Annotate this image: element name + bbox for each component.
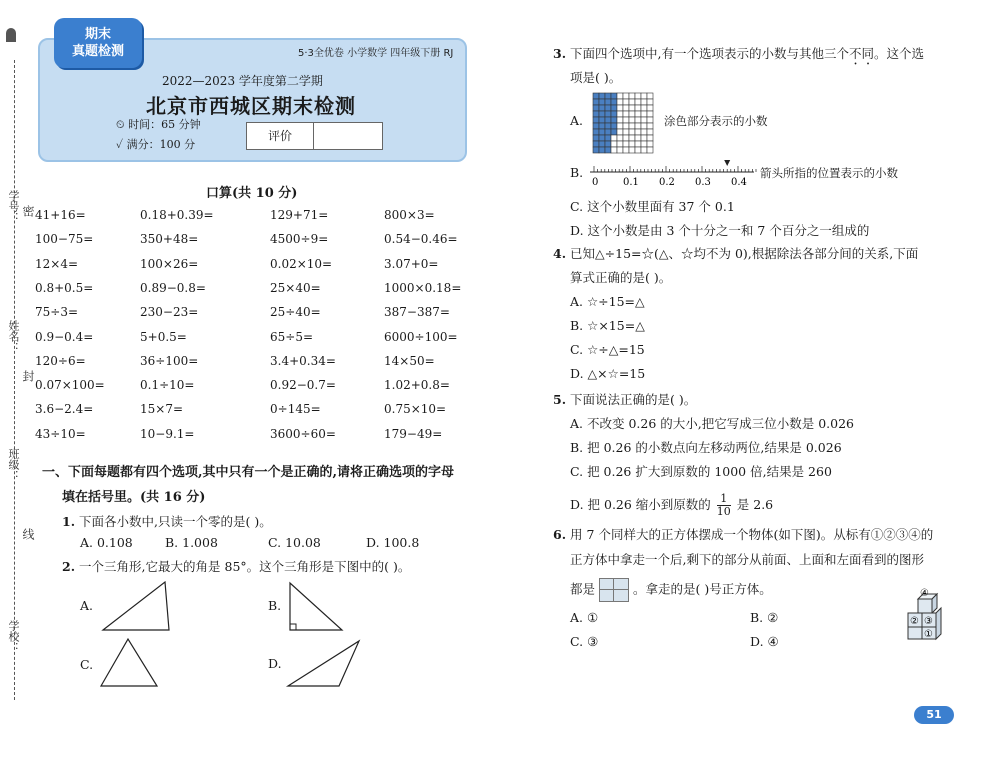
- grid-cell: [611, 117, 617, 123]
- grid-cell: [617, 141, 623, 147]
- q6-line3-a: 都是: [570, 581, 596, 597]
- mental-item: 0.07×100=: [35, 378, 105, 393]
- school-label: 学校：: [7, 620, 20, 653]
- cube-label-2: ②: [910, 616, 919, 627]
- q3-number: 3.: [553, 46, 567, 61]
- series-tag: 5·3全优卷 小学数学 四年级下册 RJ: [298, 48, 454, 59]
- clock-icon: ⏲: [116, 118, 125, 131]
- q6-option-c: C. ③: [570, 634, 599, 649]
- q2-text: 一个三角形,它最大的角是 85°。这个三角形是下图中的( )。: [79, 559, 411, 574]
- q3-option-a-label: A.: [570, 113, 584, 128]
- grid-cell: [617, 99, 623, 105]
- q3-option-b-text: 箭头所指的位置表示的小数: [760, 166, 898, 180]
- q6-option-a: A. ①: [570, 610, 599, 625]
- q6-line3: [570, 578, 772, 602]
- q1-option-c: C. 10.08: [268, 535, 321, 550]
- q2-option-a-label: A.: [80, 598, 94, 613]
- number-line-label: 0: [592, 177, 599, 188]
- grid-cell: [605, 135, 611, 141]
- grid-cell: [617, 111, 623, 117]
- q1-option-b: B. 1.008: [165, 535, 218, 550]
- grid-cell: [617, 117, 623, 123]
- q2-option-c-label: C.: [80, 657, 94, 672]
- mental-item: 100−75=: [35, 232, 94, 247]
- q5-option-d: [570, 493, 773, 518]
- view-shape-icon: [599, 578, 629, 602]
- grid-cell: [605, 141, 611, 147]
- q5-option-d-b: 是 2.6: [736, 497, 774, 512]
- grid-cell: [647, 93, 653, 99]
- q4-stem: [553, 244, 918, 262]
- grid-cell: [593, 111, 599, 117]
- q6-line2: 正方体中拿走一个后,剩下的部分从前面、上面和左面看到的图形: [570, 552, 924, 567]
- grid-cell: [635, 129, 641, 135]
- grid-cell: [647, 117, 653, 123]
- number-line-label: 0.3: [695, 177, 711, 188]
- check-icon: ✓: [116, 138, 124, 151]
- q4-option-d: D. △×☆=15: [570, 366, 646, 381]
- grid-cell: [629, 105, 635, 111]
- arrow-indicator: [724, 160, 730, 166]
- grid-cell: [635, 135, 641, 141]
- grid-cell: [629, 111, 635, 117]
- q3-stem: [553, 44, 924, 68]
- cube-figure: [904, 585, 954, 641]
- mental-item: 25×40=: [270, 280, 321, 295]
- q2-option-d-label: D.: [268, 656, 282, 671]
- grid-cell: [629, 123, 635, 129]
- q3-option-b-label: B.: [570, 165, 584, 180]
- cut-mark-2: 封: [21, 370, 35, 382]
- grid-cell: [629, 129, 635, 135]
- grid-cell: [641, 99, 647, 105]
- grid-cell: [599, 135, 605, 141]
- grid-cell: [623, 123, 629, 129]
- grid-cell: [623, 105, 629, 111]
- number-line: [588, 160, 758, 188]
- grid-cell: [647, 147, 653, 153]
- grid-cell: [605, 129, 611, 135]
- q6-line3-b: 。拿走的是( )号正方体。: [632, 581, 772, 597]
- grid-cell: [593, 135, 599, 141]
- grid-cell: [647, 135, 653, 141]
- cube-bottom-left: [908, 627, 922, 639]
- mental-item: 350+48=: [140, 232, 199, 247]
- mental-item: 14×50=: [384, 353, 435, 368]
- student-id-label: 学号：: [7, 190, 20, 223]
- grid-cell: [599, 123, 605, 129]
- mental-item: 10−9.1=: [140, 426, 195, 441]
- grid-cell: [647, 129, 653, 135]
- q4-option-c: C. ☆÷△=15: [570, 342, 645, 357]
- grid-cell: [629, 117, 635, 123]
- grid-cell: [617, 123, 623, 129]
- mental-item: 179−49=: [384, 426, 443, 441]
- mental-item: 387−387=: [384, 305, 450, 320]
- grid-cell: [599, 111, 605, 117]
- grid-cell: [593, 123, 599, 129]
- grid-cell: [629, 93, 635, 99]
- grid-cell: [599, 93, 605, 99]
- q4-line2: 算式正确的是( )。: [570, 270, 672, 285]
- q4-option-a: A. ☆÷15=△: [570, 294, 645, 309]
- q6-number: 6.: [553, 527, 567, 542]
- mental-item: 0÷145=: [270, 402, 321, 417]
- grid-cell: [647, 111, 653, 117]
- mental-item: 0.54−0.46=: [384, 232, 458, 247]
- grid-cell: [641, 105, 647, 111]
- mental-item: 0.1÷10=: [140, 378, 195, 393]
- mental-item: 65÷5=: [270, 329, 314, 344]
- grid-cell: [593, 93, 599, 99]
- mental-item: 6000÷100=: [384, 329, 458, 344]
- time-text: 时间：65 分钟: [128, 118, 201, 131]
- grid-cell: [617, 93, 623, 99]
- q6-option-d: D. ④: [750, 634, 779, 649]
- grid-cell: [605, 117, 611, 123]
- cube-label-4: ④: [920, 588, 929, 599]
- mental-item: 25÷40=: [270, 305, 321, 320]
- badge-line2: 真题检测: [71, 44, 124, 59]
- mental-item: 43÷10=: [35, 426, 86, 441]
- q5-option-d-a: D. 把 0.26 缩小到原数的: [570, 497, 711, 512]
- grid-cell: [605, 123, 611, 129]
- q5-text: 下面说法正确的是( )。: [570, 392, 697, 407]
- grid-cell: [641, 129, 647, 135]
- grid-cell: [593, 129, 599, 135]
- grid-cell: [623, 147, 629, 153]
- mental-item: 3600÷60=: [270, 426, 336, 441]
- grid-cell: [635, 123, 641, 129]
- q5-stem: [553, 390, 696, 408]
- mental-item: 75÷3=: [35, 305, 79, 320]
- mental-item: 230−23=: [140, 305, 199, 320]
- grid-cell: [599, 147, 605, 153]
- grid-cell: [617, 147, 623, 153]
- cube-4: [918, 599, 932, 613]
- mental-item: 0.89−0.8=: [140, 280, 206, 295]
- fraction-denominator: 10: [716, 505, 731, 518]
- grid-cell: [617, 105, 623, 111]
- grid-cell: [647, 141, 653, 147]
- grid-cell: [647, 123, 653, 129]
- q2-option-b-label: B.: [268, 598, 282, 613]
- grid-cell: [593, 105, 599, 111]
- grid-cell: [641, 111, 647, 117]
- grid-cell: [593, 141, 599, 147]
- grid-cell: [611, 147, 617, 153]
- grid-cell: [635, 117, 641, 123]
- grid-cell: [641, 141, 647, 147]
- q3-text-a: 下面四个选项中,有一个选项表示的小数与其他三个: [570, 46, 850, 61]
- grid-cell: [623, 117, 629, 123]
- grid-cell: [599, 99, 605, 105]
- mental-item: 120÷6=: [35, 353, 86, 368]
- q1-option-a: A. 0.108: [80, 535, 133, 550]
- grid-cell: [623, 141, 629, 147]
- q1-number: 1.: [62, 514, 76, 529]
- q4-option-b: B. ☆×15=△: [570, 318, 645, 333]
- mental-item: 1.02+0.8=: [384, 378, 450, 393]
- mental-item: 0.75×10=: [384, 402, 447, 417]
- grid-cell: [641, 93, 647, 99]
- student-name-label: 姓名：: [7, 320, 20, 353]
- mental-item: 4500÷9=: [270, 232, 329, 247]
- q1-option-d: D. 100.8: [366, 535, 420, 550]
- mental-item: 3.6−2.4=: [35, 402, 94, 417]
- q4-number: 4.: [553, 246, 567, 261]
- number-line-label: 0.1: [623, 177, 639, 188]
- grid-cell: [635, 111, 641, 117]
- grid-cell: [605, 93, 611, 99]
- mental-item: 36÷100=: [140, 353, 199, 368]
- mental-item: 1000×0.18=: [384, 280, 462, 295]
- grid-cell: [611, 105, 617, 111]
- page-number: 51: [914, 706, 954, 724]
- mental-item: 0.02×10=: [270, 256, 333, 271]
- q6-line1: 用 7 个同样大的正方体摆成一个物体(如下图)。从标有①②③④的: [570, 527, 934, 542]
- number-line-label: 0.2: [659, 177, 675, 188]
- grid-cell: [611, 141, 617, 147]
- grid-cell: [647, 105, 653, 111]
- q5-number: 5.: [553, 392, 567, 407]
- grid-cell: [599, 141, 605, 147]
- grid-cell: [635, 141, 641, 147]
- q3-option-a-text: 涂色部分表示的小数: [664, 114, 768, 128]
- grid-cell: [635, 99, 641, 105]
- grid-cell: [647, 99, 653, 105]
- grid-cell: [629, 135, 635, 141]
- grid-cell: [629, 147, 635, 153]
- exam-title: 北京市西城区期末检测: [146, 94, 356, 118]
- grid-cell: [635, 93, 641, 99]
- mental-item: 3.4+0.34=: [270, 353, 336, 368]
- mental-item: 5+0.5=: [140, 329, 187, 344]
- grid-cell: [623, 99, 629, 105]
- q3-emphasis: 不同: [849, 46, 875, 61]
- q3-text-b: 。这个选: [874, 46, 925, 61]
- grid-cell: [617, 129, 623, 135]
- grid-cell: [629, 99, 635, 105]
- grid-cell: [593, 99, 599, 105]
- q3-stem-line2: 项是( )。: [570, 70, 622, 85]
- grid-cell: [605, 99, 611, 105]
- grid-cell: [599, 129, 605, 135]
- mental-item: 0.92−0.7=: [270, 378, 336, 393]
- cut-mark-3: 线: [21, 528, 35, 540]
- grid-cell: [623, 129, 629, 135]
- mental-item: 3.07+0=: [384, 256, 439, 271]
- grid-cell: [593, 117, 599, 123]
- q6-stem: [553, 525, 933, 543]
- grid-cell: [623, 111, 629, 117]
- grid-cell: [611, 99, 617, 105]
- cube-label-1: ①: [924, 629, 933, 640]
- score-text: 满分：100 分: [126, 138, 196, 151]
- grid-cell: [599, 105, 605, 111]
- number-line-label: 0.4: [731, 177, 747, 188]
- grid-cell: [611, 129, 617, 135]
- mental-item: 129+71=: [270, 208, 329, 222]
- cube-right-side: [936, 608, 941, 639]
- school-year: 2022—2023 学年度第二学期: [162, 74, 323, 88]
- mental-item: 0.8+0.5=: [35, 280, 94, 295]
- q5-option-c: C. 把 0.26 扩大到原数的 1000 倍,结果是 260: [570, 464, 832, 479]
- mental-math-heading: 口算(共 10 分): [206, 186, 298, 201]
- grid-cell: [599, 117, 605, 123]
- mental-item: 12×4=: [35, 256, 79, 271]
- grid-cell: [617, 135, 623, 141]
- evaluation-label: 评价: [247, 123, 314, 149]
- mental-item: 0.18+0.39=: [140, 208, 214, 222]
- q2-number: 2.: [62, 559, 76, 574]
- grid-cell: [641, 117, 647, 123]
- hundred-grid: [592, 92, 654, 154]
- q3-option-d: D. 这个小数是由 3 个十分之一和 7 个百分之一组成的: [570, 223, 870, 238]
- grid-cell: [611, 93, 617, 99]
- grid-cell: [641, 123, 647, 129]
- grid-cell: [641, 135, 647, 141]
- section1-heading-line2: 填在括号里。(共 16 分): [62, 490, 206, 505]
- grid-cell: [593, 147, 599, 153]
- badge-line1: 期末: [84, 27, 111, 42]
- grid-cell: [605, 105, 611, 111]
- grid-cell: [605, 147, 611, 153]
- grid-cell: [623, 93, 629, 99]
- cut-mark-1: 密: [21, 205, 35, 217]
- cube-label-3: ③: [924, 616, 933, 627]
- mental-item: 800×3=: [384, 208, 435, 222]
- mental-item: 0.9−0.4=: [35, 329, 94, 344]
- class-label: 班级：: [7, 448, 20, 481]
- q4-line1: 已知△÷15=☆(△、☆均不为 0),根据除法各部分间的关系,下面: [570, 246, 919, 261]
- q5-option-b: B. 把 0.26 的小数点向左移动两位,结果是 0.026: [570, 440, 842, 455]
- grid-cell: [611, 135, 617, 141]
- fraction-numerator: 1: [717, 493, 731, 506]
- mental-item: 41+16=: [35, 208, 86, 222]
- grid-cell: [623, 135, 629, 141]
- fraction: [717, 493, 731, 518]
- grid-cell: [635, 147, 641, 153]
- grid-cell: [635, 105, 641, 111]
- grid-cell: [629, 141, 635, 147]
- grid-cell: [605, 111, 611, 117]
- grid-cell: [641, 147, 647, 153]
- mental-item: 15×7=: [140, 402, 184, 417]
- section1-heading-line1: 一、下面每题都有四个选项,其中只有一个是正确的,请将正确选项的字母: [42, 465, 455, 480]
- q6-option-b: B. ②: [750, 610, 779, 625]
- mental-item: 100×26=: [140, 256, 199, 271]
- q3-option-c: C. 这个小数里面有 37 个 0.1: [570, 199, 735, 214]
- grid-cell: [611, 123, 617, 129]
- q5-option-a: A. 不改变 0.26 的大小,把它写成三位小数是 0.026: [570, 416, 854, 431]
- grid-cell: [611, 111, 617, 117]
- q1-text: 下面各小数中,只读一个零的是( )。: [79, 514, 272, 529]
